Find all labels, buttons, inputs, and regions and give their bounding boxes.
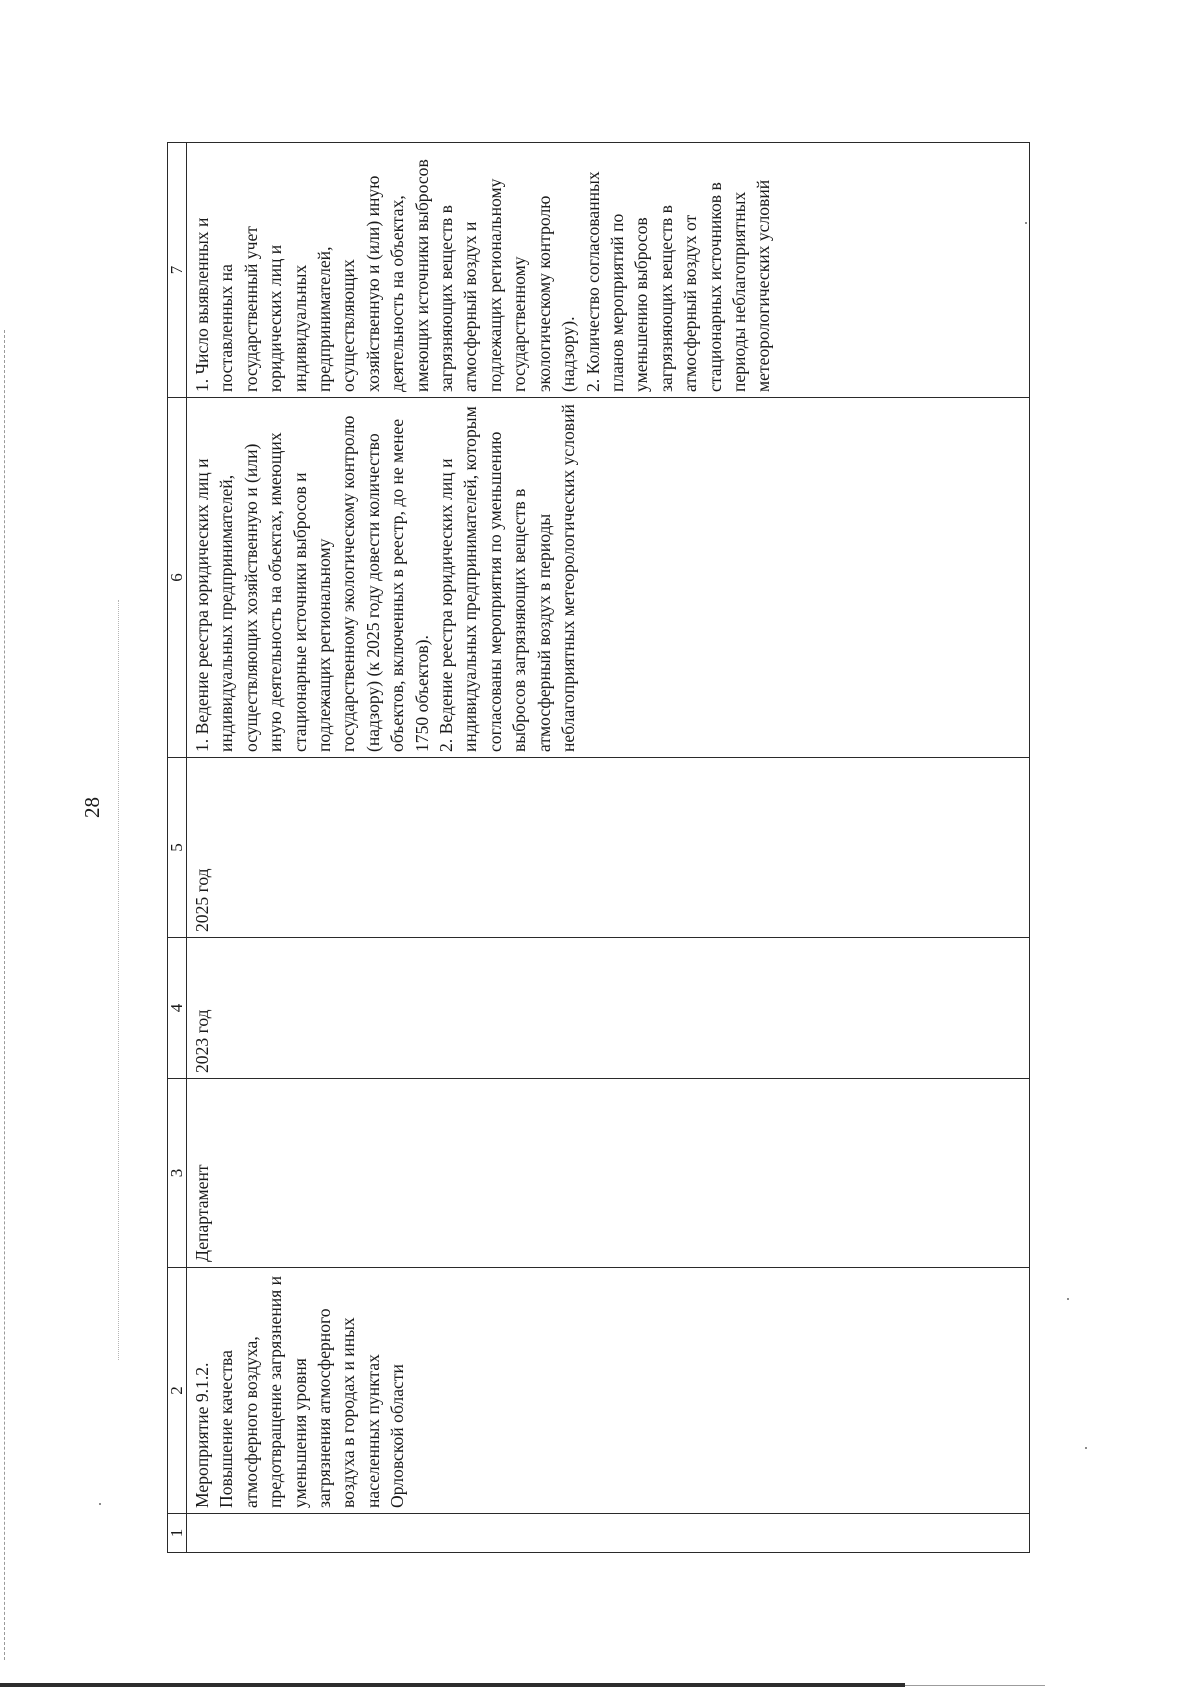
column-number: 2 bbox=[168, 1268, 187, 1514]
column-number: 3 bbox=[168, 1079, 187, 1268]
end-year-cell: 2025 год bbox=[187, 758, 1030, 938]
scan-bottom-edge-faint bbox=[905, 1685, 1045, 1686]
indicator-cell bbox=[187, 143, 1030, 398]
rotated-table-container bbox=[167, 143, 1030, 1553]
column-number-row bbox=[168, 143, 187, 1553]
column-number: 1 bbox=[168, 1514, 187, 1553]
column-number: 5 bbox=[168, 758, 187, 938]
column-number: 6 bbox=[168, 398, 187, 758]
measure-name-cell: Мероприятие 9.1.2. Повышение качества атмосферного воздуха, предотвращение загрязнения и уменьшения уровня загрязнения атмосферного воздуха в городах и иных населенных пунктах Орловской области bbox=[187, 1268, 1030, 1514]
table-row bbox=[187, 143, 1030, 1553]
start-year-cell: 2023 год bbox=[187, 938, 1030, 1079]
column-number: 4 bbox=[168, 938, 187, 1079]
row-number-cell bbox=[187, 1514, 1030, 1553]
scan-bottom-edge bbox=[0, 1683, 905, 1687]
column-number: 7 bbox=[168, 143, 187, 398]
scan-speck bbox=[1085, 1447, 1087, 1449]
scan-speck bbox=[1067, 1298, 1069, 1300]
responsible-executor-cell: Департамент bbox=[187, 1079, 1030, 1268]
scan-artifact-line bbox=[118, 600, 119, 1360]
indicator-item: 1. Число выявленных и поставленных на государственный учет юридических лиц и индивидуальных предпринимателей, осуществляющих хозяйственную и (или) иную деятельность на объектах, имеющих источники выбросов загрязняющих веществ в атмосферный воздух и подлежащих региональному государственному экологическому контролю (надзору). bbox=[192, 159, 579, 392]
expected-result-cell bbox=[187, 398, 1030, 758]
scan-speck bbox=[99, 1503, 101, 1505]
expected-result-item: 2. Ведение реестра юридических лиц и индивидуальных предпринимателей, которым согласованы мероприятия по уменьшению выбросов загрязняющих веществ в атмосферный воздух в периоды неблагоприятных метеорологических условий bbox=[436, 404, 579, 752]
expected-result-item: 1. Ведение реестра юридических лиц и индивидуальных предпринимателей, осуществляющих хозяйственную и (или) иную деятельность на объектах, имеющих стационарные источники выбросов и подлежащих региональному государственному экологическому контролю (надзору) (к 2025 году довести количество объектов, включенных в реестр, до не менее 1750 объектов). bbox=[192, 415, 432, 752]
indicator-item: 2. Количество согласованных планов мероприятий по уменьшению выбросов загрязняющих веществ в атмосферный воздух от стационарных источников в периоды неблагоприятных метеорологических условий bbox=[582, 171, 774, 392]
scan-edge-line bbox=[4, 330, 5, 1660]
page-number: 28 bbox=[80, 797, 104, 818]
measures-table bbox=[167, 142, 1030, 1553]
